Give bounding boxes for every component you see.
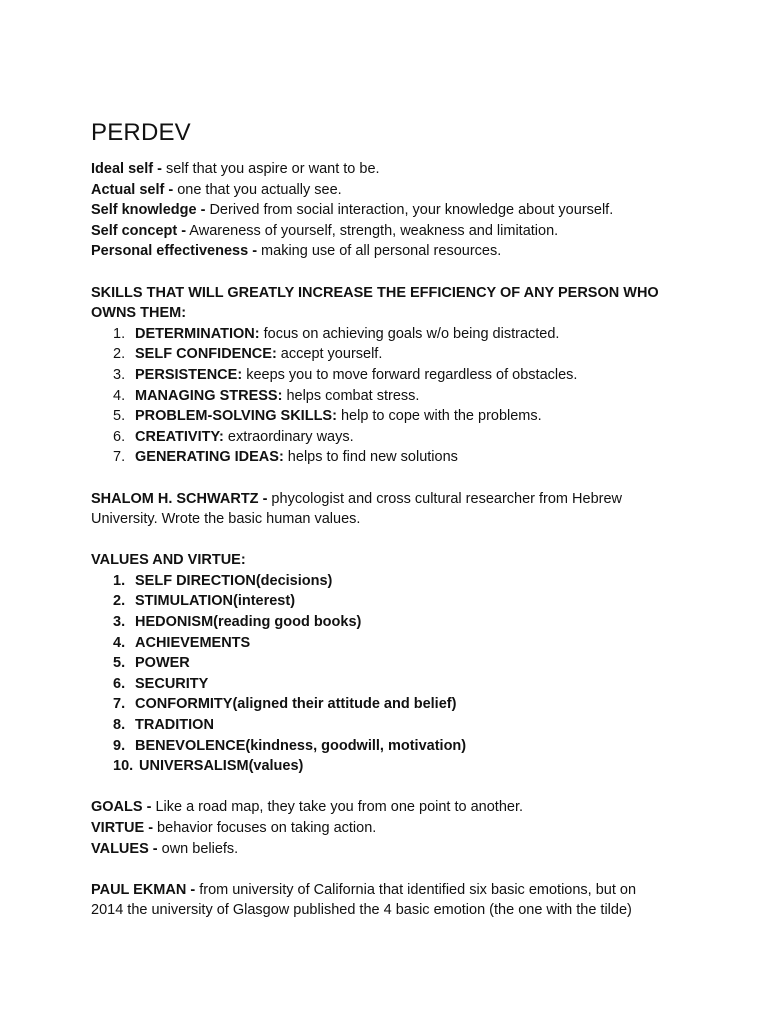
term-virtue bbox=[91, 818, 691, 839]
list-item bbox=[91, 612, 691, 633]
list-number: 2. bbox=[113, 346, 126, 363]
skill-text: helps to find new solutions bbox=[283, 449, 458, 466]
value-text: SECURITY bbox=[135, 675, 209, 692]
list-number: 6. bbox=[113, 675, 126, 692]
list-item bbox=[91, 386, 691, 407]
skills-heading: SKILLS THAT WILL GREATLY INCREASE THE EFFICIENCY OF ANY PERSON WHO OWNS THEM: bbox=[91, 284, 659, 322]
list-number: 10. bbox=[113, 758, 134, 775]
definition-term: Self concept - bbox=[91, 222, 187, 239]
skill-term: PROBLEM-SOLVING SKILLS: bbox=[135, 408, 337, 425]
skill-term: SELF CONFIDENCE: bbox=[135, 346, 277, 363]
list-number: 2. bbox=[113, 593, 126, 610]
definition-ideal-self bbox=[91, 159, 691, 180]
term-values bbox=[91, 839, 691, 860]
list-item bbox=[91, 365, 691, 386]
definition-personal-effectiveness bbox=[91, 241, 691, 262]
schwartz-term: SHALOM H. SCHWARTZ - bbox=[91, 490, 268, 507]
list-number: 8. bbox=[113, 717, 126, 734]
term-label: VIRTUE - bbox=[91, 820, 154, 836]
list-item bbox=[91, 633, 691, 654]
value-text: BENEVOLENCE(kindness, goodwill, motivation) bbox=[135, 737, 467, 754]
list-number: 9. bbox=[113, 737, 126, 754]
skill-text: extraordinary ways. bbox=[223, 428, 354, 445]
list-item bbox=[91, 447, 691, 468]
spacer bbox=[91, 859, 691, 880]
schwartz-text: phycologist and cross cultural researcher from Hebrew University. Wrote the basic human values. bbox=[91, 490, 622, 528]
list-number: 5. bbox=[113, 408, 126, 425]
list-item bbox=[91, 736, 691, 757]
spacer bbox=[91, 777, 691, 798]
definition-text: Derived from social interaction, your knowledge about yourself. bbox=[205, 202, 614, 219]
list-number: 3. bbox=[113, 366, 126, 383]
list-number: 1. bbox=[113, 325, 126, 342]
spacer bbox=[91, 468, 691, 489]
term-text: behavior focuses on taking action. bbox=[153, 820, 377, 836]
document-title: PERDEV bbox=[91, 119, 191, 146]
schwartz-paragraph bbox=[91, 489, 661, 530]
skill-term: MANAGING STRESS: bbox=[135, 387, 283, 404]
list-item bbox=[91, 715, 691, 736]
term-label: GOALS - bbox=[91, 799, 152, 816]
term-text: Like a road map, they take you from one point to another. bbox=[151, 799, 524, 816]
definition-term: Personal effectiveness - bbox=[91, 243, 258, 260]
value-text: CONFORMITY(aligned their attitude and belief) bbox=[135, 696, 457, 713]
list-number: 5. bbox=[113, 655, 126, 672]
definition-text: one that you actually see. bbox=[173, 181, 342, 198]
skill-text: focus on achieving goals w/o being distracted. bbox=[259, 325, 560, 342]
values-section bbox=[91, 550, 691, 777]
definition-text: Awareness of yourself, strength, weakness and limitation. bbox=[186, 222, 559, 239]
skill-term: DETERMINATION: bbox=[135, 325, 260, 342]
skill-text: help to cope with the problems. bbox=[336, 408, 542, 425]
value-text: SELF DIRECTION(decisions) bbox=[135, 572, 333, 589]
term-label: VALUES - bbox=[91, 840, 158, 857]
skills-list bbox=[91, 324, 691, 468]
skill-text: keeps you to move forward regardless of obstacles. bbox=[242, 366, 578, 383]
list-item bbox=[91, 653, 691, 674]
skill-term: GENERATING IDEAS: bbox=[135, 449, 284, 466]
list-number: 4. bbox=[113, 387, 126, 404]
document-page bbox=[91, 116, 691, 921]
definition-text: making use of all personal resources. bbox=[257, 243, 502, 260]
term-text: own beliefs. bbox=[157, 840, 239, 857]
term-goals bbox=[91, 797, 691, 818]
list-number: 7. bbox=[113, 696, 126, 713]
list-item bbox=[91, 674, 691, 695]
list-number: 6. bbox=[113, 428, 126, 445]
value-text: STIMULATION(interest) bbox=[135, 593, 296, 610]
skill-term: CREATIVITY: bbox=[135, 428, 224, 445]
list-item bbox=[91, 406, 691, 427]
list-number: 7. bbox=[113, 449, 126, 466]
ekman-term: PAUL EKMAN - bbox=[91, 881, 196, 898]
definition-self-concept bbox=[91, 221, 691, 242]
value-text: POWER bbox=[135, 655, 190, 672]
values-heading: VALUES AND VIRTUE: bbox=[91, 552, 246, 569]
definition-term: Self knowledge - bbox=[91, 202, 206, 219]
skill-term: PERSISTENCE: bbox=[135, 366, 243, 383]
terms-section bbox=[91, 797, 691, 859]
list-item bbox=[91, 571, 691, 592]
list-item bbox=[91, 427, 691, 448]
list-item bbox=[91, 591, 691, 612]
spacer bbox=[91, 262, 691, 283]
list-item bbox=[91, 324, 691, 345]
definition-text: self that you aspire or want to be. bbox=[161, 161, 380, 177]
list-item bbox=[91, 756, 691, 777]
value-text: TRADITION bbox=[135, 717, 214, 734]
definitions-section bbox=[91, 159, 691, 262]
definition-term: Actual self - bbox=[91, 181, 174, 198]
values-list bbox=[91, 571, 691, 777]
value-text: UNIVERSALISM(values) bbox=[139, 758, 304, 775]
definition-actual-self bbox=[91, 180, 691, 201]
value-text: HEDONISM(reading good books) bbox=[135, 614, 362, 631]
list-number: 3. bbox=[113, 614, 126, 631]
spacer bbox=[91, 530, 691, 551]
definition-self-knowledge bbox=[91, 200, 691, 221]
skill-text: accept yourself. bbox=[276, 346, 383, 363]
value-text: ACHIEVEMENTS bbox=[135, 634, 251, 651]
list-number: 4. bbox=[113, 634, 126, 651]
definition-term: Ideal self - bbox=[91, 161, 162, 177]
list-item bbox=[91, 694, 691, 715]
skill-text: helps combat stress. bbox=[282, 387, 420, 404]
ekman-text: from university of California that identified six basic emotions, but on 2014 the university of Glasgow published the 4 basic emotion (the one with the tilde) bbox=[91, 881, 637, 919]
skills-section bbox=[91, 283, 691, 468]
list-number: 1. bbox=[113, 572, 126, 589]
ekman-paragraph bbox=[91, 880, 661, 921]
list-item bbox=[91, 344, 691, 365]
